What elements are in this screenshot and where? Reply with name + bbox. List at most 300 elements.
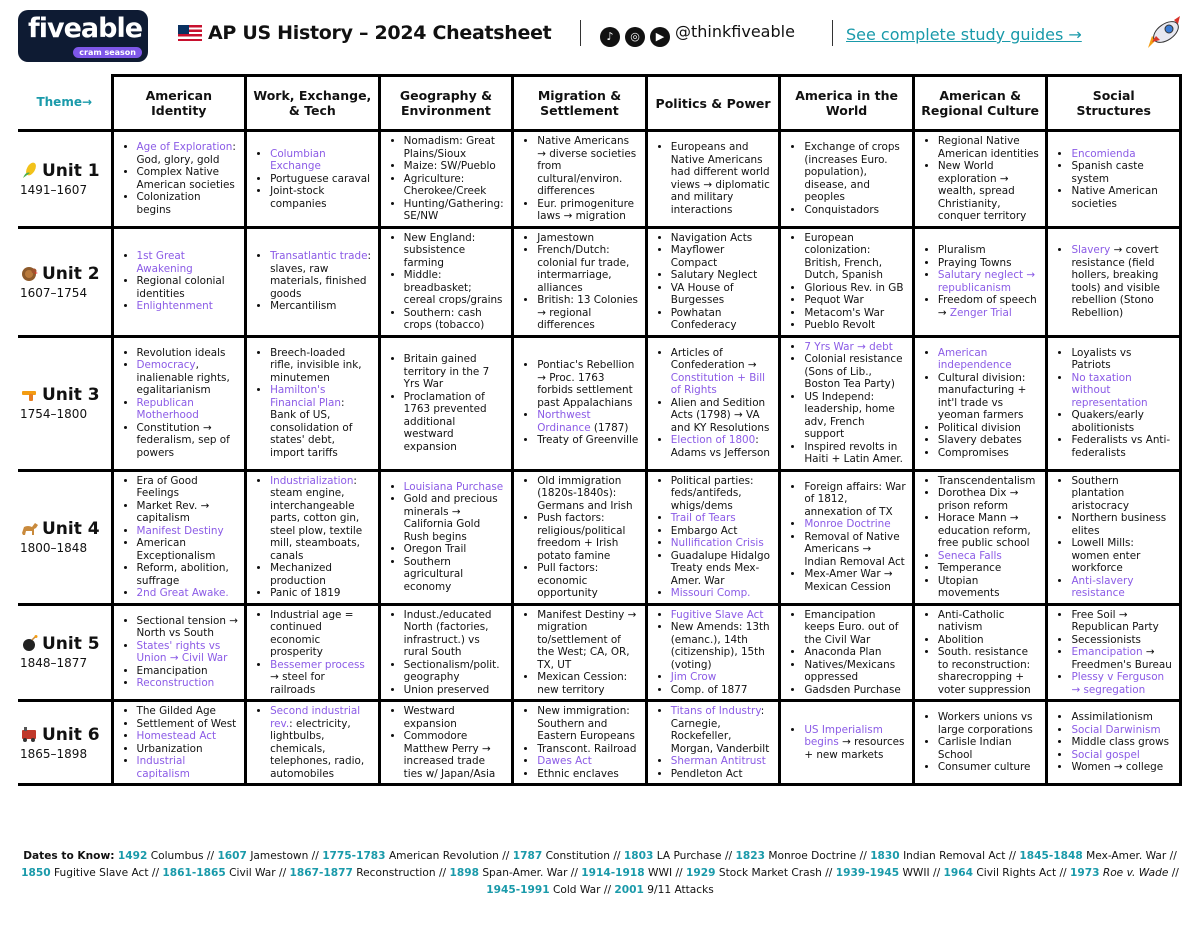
bullet-text: Compromises	[937, 446, 1009, 459]
key-term: Plessy v Ferguson → segregation	[1071, 671, 1165, 696]
unit-title: Unit 3	[42, 385, 100, 405]
bullet-item	[137, 640, 239, 665]
bullet-item	[404, 493, 506, 543]
bullet-text: European colonization: British, French, Dutch, Spanish	[804, 231, 883, 281]
key-term: Constitution + Bill of Rights	[670, 371, 765, 397]
bullet-list	[1054, 711, 1173, 774]
bullet-list	[787, 609, 906, 697]
bullet-item	[938, 269, 1040, 294]
bullet-item	[938, 634, 1040, 647]
bullet-item	[671, 512, 773, 525]
theme-cell	[246, 470, 380, 604]
theme-header: American & Regional Culture	[913, 76, 1047, 131]
bullet-text: Political parties: feds/antifeds, whigs/dems	[670, 474, 754, 512]
bullet-text: Regional colonial identities	[136, 275, 225, 300]
bullet-text: Women → college	[1071, 761, 1164, 774]
bullet-item	[537, 475, 639, 513]
key-term: American independence	[937, 346, 1012, 372]
bullet-item	[671, 282, 773, 307]
key-term: Industrialization	[270, 474, 354, 487]
bullet-text: Breech-loaded rifle, invisible ink, minutemen	[270, 346, 362, 384]
date-event: Civil Rights Act	[976, 867, 1057, 879]
bullet-text: Foreign affairs: War of 1812, annexation of TX	[804, 480, 906, 518]
bullet-list	[253, 250, 372, 313]
bullet-item	[137, 525, 239, 538]
title-text: AP US History – 2024 Cheatsheet	[208, 22, 552, 44]
unit-years: 1800–1848	[20, 541, 88, 555]
bullet-item	[671, 621, 773, 671]
theme-header: Migration & Settlement	[513, 76, 647, 131]
bullet-item	[137, 275, 239, 300]
bullet-item	[1071, 475, 1173, 513]
bullet-item	[404, 481, 506, 494]
logo-tag: cram season	[73, 47, 142, 58]
bullet-item	[671, 307, 773, 332]
bullet-item	[804, 141, 906, 204]
bullet-list	[387, 609, 506, 697]
date-event: Stock Market Crash	[718, 867, 822, 879]
bullet-item	[404, 269, 506, 307]
bullet-item	[1071, 409, 1173, 434]
bullet-item	[1071, 160, 1173, 185]
bullet-item	[137, 677, 239, 690]
theme-cell	[780, 227, 914, 336]
logo-word: fiveable	[28, 13, 143, 44]
theme-header: Work, Exchange, & Tech	[246, 76, 380, 131]
rocket-mascot-icon	[1140, 14, 1186, 54]
bullet-text: Consumer culture	[937, 761, 1031, 774]
unit-title: Unit 6	[42, 724, 100, 745]
bullet-list	[120, 705, 239, 780]
unit-row	[18, 701, 1181, 785]
bullet-list	[921, 711, 1040, 774]
social-links	[600, 22, 795, 47]
bullet-item	[804, 294, 906, 307]
bullet-text: Secessionists	[1071, 633, 1141, 646]
key-term: Monroe Doctrine	[804, 518, 891, 531]
bullet-item	[137, 705, 239, 718]
theme-cell	[379, 336, 513, 470]
bullet-item	[804, 568, 906, 593]
bullet-list	[1054, 609, 1173, 697]
bullet-item	[270, 148, 372, 173]
key-term: Age of Exploration	[136, 141, 233, 154]
key-term: Social Darwinism	[1071, 723, 1161, 736]
bullet-item	[671, 141, 773, 216]
bullet-item	[804, 659, 906, 684]
bullet-text: Portuguese caraval	[270, 172, 371, 185]
bullet-text: Mex-Amer War → Mexican Cession	[804, 568, 893, 593]
bullet-item	[537, 512, 639, 562]
bullet-item	[671, 525, 773, 538]
unit-years: 1848–1877	[20, 656, 88, 671]
bullet-text: Treaty of Greenville	[537, 434, 639, 447]
bullet-item	[137, 475, 239, 500]
bullet-text: Gadsden Purchase	[804, 683, 901, 696]
bullet-item	[404, 543, 506, 556]
theme-header: Geography & Environment	[379, 76, 513, 131]
theme-cell	[379, 131, 513, 228]
theme-cell	[513, 336, 647, 470]
bullet-item	[537, 755, 639, 768]
theme-cell	[646, 227, 780, 336]
bullet-text: Horace Mann → education reform, free public school	[937, 512, 1031, 549]
bullet-text: Natives/Mexicans oppressed	[804, 658, 896, 683]
bullet-text: Oregon Trail	[403, 543, 467, 556]
bullet-item	[1071, 671, 1173, 696]
bullet-item	[671, 705, 773, 755]
bullet-item	[938, 135, 1040, 160]
unit-name	[20, 725, 105, 745]
key-term: Social gospel	[1071, 748, 1140, 761]
bullet-text: Native Americans → diverse societies from cultural/environ. differences	[537, 135, 637, 197]
bullet-text: → steel for railroads	[270, 671, 325, 696]
bullet-list	[120, 141, 239, 216]
bullet-text: Powhatan Confederacy	[670, 306, 737, 331]
theme-header: Politics & Power	[646, 76, 780, 131]
bullet-item	[804, 518, 906, 531]
bullet-item	[137, 755, 239, 780]
bullet-text: Southern agricultural economy	[403, 555, 464, 593]
bullet-item	[137, 347, 239, 360]
date-year: 1787	[512, 850, 543, 862]
tiktok-icon[interactable]: ♪	[600, 27, 620, 47]
key-term: Transatlantic trade	[270, 250, 368, 263]
bullet-item	[404, 705, 506, 730]
bullet-item	[1071, 609, 1173, 634]
bullet-list	[921, 609, 1040, 697]
unit-title: Unit 4	[42, 519, 100, 539]
bullet-text: : Adams vs Jefferson	[670, 434, 770, 459]
bullet-item	[938, 475, 1040, 488]
bullet-text: Pluralism	[937, 244, 986, 256]
key-term: Zenger Trial	[949, 306, 1012, 319]
instagram-icon[interactable]: ◎	[625, 27, 645, 47]
bullet-list	[120, 347, 239, 460]
bullet-item	[671, 550, 773, 588]
theme-cell	[646, 336, 780, 470]
bullet-item	[137, 300, 239, 313]
cheatsheet-table	[18, 74, 1182, 786]
theme-cell	[646, 131, 780, 228]
bullet-item	[404, 198, 506, 223]
bullet-item	[404, 173, 506, 198]
bullet-item	[404, 730, 506, 780]
bullet-text: Southern plantation aristocracy	[1071, 474, 1130, 512]
bullet-text: Free Soil → Republican Party	[1071, 608, 1159, 633]
key-term: Seneca Falls	[937, 549, 1002, 562]
bullet-text: Era of Good Feelings	[136, 474, 198, 499]
bullet-text: : slaves, raw materials, finished goods	[270, 250, 371, 300]
key-term: Dawes Act	[537, 755, 592, 767]
bullet-text: Dorothea Dix → prison reform	[937, 487, 1019, 512]
bullet-item	[404, 609, 506, 659]
bullet-item	[270, 475, 372, 563]
bullet-list	[921, 135, 1040, 223]
unit-row	[18, 604, 1181, 701]
bullet-text: Loyalists vs Patriots	[1071, 346, 1132, 372]
bullet-item	[1071, 575, 1173, 600]
bullet-text: Manifest Destiny → migration to/settlement of the West; CA, OR, TX, UT	[537, 608, 637, 671]
bullet-text: Middle class grows	[1071, 736, 1170, 749]
bullet-list	[253, 609, 372, 697]
bullet-list	[253, 475, 372, 600]
bullet-text: Comp. of 1877	[670, 683, 748, 696]
bullet-text: → resources + new markets	[804, 736, 905, 761]
key-term: Salutary neglect → republicanism	[937, 269, 1036, 294]
key-term: Democracy	[136, 359, 196, 372]
key-term: 2nd Great Awake.	[136, 587, 229, 599]
bullet-item	[938, 512, 1040, 550]
bullet-list	[120, 250, 239, 313]
theme-cell	[1047, 604, 1181, 701]
theme-cell	[513, 604, 647, 701]
bullet-list	[654, 705, 773, 780]
bullet-list	[520, 475, 639, 600]
study-guides-link[interactable]: See complete study guides →	[846, 25, 1082, 44]
bullet-text: (1787)	[590, 421, 629, 434]
youtube-icon[interactable]: ▶	[650, 27, 670, 47]
bullet-text: Colonial resistance (Sons of Lib., Boston Tea Party)	[804, 353, 903, 390]
bullet-text: Inspired revolts in Haiti + Latin Amer.	[804, 440, 903, 465]
bullet-item	[1071, 537, 1173, 575]
bullet-item	[671, 609, 773, 622]
bullet-item	[671, 671, 773, 684]
bullet-text: Gold and precious minerals → California Gold Rush begins	[403, 493, 498, 543]
bullet-item	[1071, 434, 1173, 459]
theme-cell	[1047, 336, 1181, 470]
bullet-item	[270, 347, 372, 385]
bullet-text: Union preserved	[403, 683, 490, 696]
bullet-item	[671, 397, 773, 435]
unit-row	[18, 227, 1181, 336]
header	[0, 0, 1200, 70]
bullet-item	[537, 768, 639, 781]
key-term: Hamilton's Financial Plan	[270, 384, 341, 409]
unit-label-cell	[18, 470, 112, 604]
bullet-item	[804, 307, 906, 320]
bullet-text: Market Rev. → capitalism	[136, 499, 210, 524]
bullet-text: The Gilded Age	[136, 705, 216, 717]
theme-cell	[780, 604, 914, 701]
bullet-list	[120, 475, 239, 600]
bullet-text: Abolition	[937, 633, 984, 646]
theme-cell	[112, 701, 246, 785]
theme-header-row	[18, 76, 1181, 131]
bullet-text: New immigration: Southern and Eastern Europeans	[537, 705, 635, 742]
bullet-item	[404, 659, 506, 684]
fiveable-logo[interactable]	[18, 10, 148, 62]
bullet-text: Pendleton Act	[670, 767, 743, 780]
bullet-text: American Exceptionalism	[136, 537, 216, 562]
date-event: Mex-Amer. War	[1086, 850, 1167, 862]
unit-label-cell	[18, 227, 112, 336]
bullet-list	[520, 359, 639, 447]
bullet-item	[671, 434, 773, 459]
date-year: 1945-1991	[486, 884, 550, 896]
theme-cell	[913, 604, 1047, 701]
bullet-item	[137, 141, 239, 166]
bullet-item	[537, 294, 639, 332]
theme-cell	[379, 604, 513, 701]
bullet-text: Urbanization	[136, 742, 203, 755]
bullet-item	[938, 447, 1040, 460]
bullet-list	[787, 141, 906, 216]
bullet-item	[938, 257, 1040, 270]
date-event: Civil War	[229, 867, 276, 879]
bullet-text: Conquistadors	[804, 203, 880, 216]
bullet-text: Regional Native American identities	[937, 135, 1039, 160]
bullet-text: Glorious Rev. in GB	[804, 281, 904, 294]
bullet-text: Commodore Matthew Perry → increased trade ties w/ Japan/Asia	[403, 730, 496, 780]
bullet-text: Southern: cash crops (tobacco)	[403, 306, 485, 331]
theme-cell	[1047, 227, 1181, 336]
bullet-item	[270, 562, 372, 587]
bullet-list	[654, 141, 773, 216]
unit-years: 1865–1898	[20, 746, 88, 761]
bullet-item	[137, 562, 239, 587]
date-year: 1775-1783	[322, 850, 386, 862]
key-term: Trail of Tears	[670, 512, 736, 524]
date-event: Columbus	[150, 850, 204, 862]
bullet-item	[1071, 736, 1173, 749]
bullet-text: Settlement of West	[136, 717, 237, 730]
bullet-item	[671, 232, 773, 245]
bullet-item	[671, 684, 773, 697]
date-event: Roe v. Wade	[1102, 867, 1169, 879]
bullet-item	[137, 665, 239, 678]
bullet-text: British: 13 Colonies → regional differences	[537, 294, 638, 331]
key-term: Fugitive Slave Act	[670, 608, 764, 621]
social-handle[interactable]: @thinkfiveable	[675, 22, 795, 41]
theme-cell	[913, 701, 1047, 785]
bullet-item	[270, 587, 372, 600]
bullet-text: Emancipation	[136, 664, 208, 677]
bullet-item	[404, 160, 506, 173]
bullet-text: Anti-Catholic nativism	[937, 608, 1005, 633]
divider	[832, 20, 833, 46]
bullet-list	[387, 705, 506, 780]
bullet-text: New Amends: 13th (emanc.), 14th (citizenship), 15th (voting)	[670, 621, 770, 671]
bullet-item	[404, 391, 506, 454]
bullet-list	[787, 232, 906, 332]
date-event: Cold War	[552, 884, 601, 896]
bullet-item	[537, 705, 639, 743]
bullet-item	[938, 711, 1040, 736]
date-year: 1845-1848	[1019, 850, 1083, 862]
theme-cell	[513, 701, 647, 785]
theme-label: Theme→	[18, 76, 112, 131]
date-event: LA Purchase	[656, 850, 722, 862]
bullet-text: Mayflower Compact	[670, 244, 725, 269]
date-event: Constitution	[545, 850, 610, 862]
bullet-item	[804, 232, 906, 282]
bullet-text: French/Dutch: colonial fur trade, intermarriage, alliances	[537, 244, 630, 294]
bullet-item	[404, 684, 506, 697]
theme-cell	[379, 470, 513, 604]
bullet-item	[1071, 347, 1173, 372]
bullet-item	[270, 659, 372, 697]
bullet-list	[654, 475, 773, 600]
bullet-text: Sectional tension → North vs South	[136, 614, 238, 640]
bullet-item	[404, 307, 506, 332]
bullet-item	[804, 609, 906, 647]
theme-cell	[780, 701, 914, 785]
bullet-list	[520, 232, 639, 332]
bullet-list	[120, 615, 239, 690]
bullet-text: Maize: SW/Pueblo	[403, 160, 496, 172]
bullet-item	[938, 550, 1040, 563]
bullet-item	[537, 244, 639, 294]
bullet-item	[537, 562, 639, 600]
bullet-list	[787, 481, 906, 594]
bullet-text: Mechanized production	[270, 562, 333, 587]
bullet-text: Pull factors: economic opportunity	[537, 562, 599, 599]
bullet-item	[938, 575, 1040, 600]
date-year: 1803	[623, 850, 654, 862]
unit-name	[20, 161, 105, 181]
theme-cell	[913, 470, 1047, 604]
bullet-item	[804, 481, 906, 519]
theme-cell	[1047, 701, 1181, 785]
bullet-list	[520, 705, 639, 780]
bullet-item	[671, 347, 773, 397]
bullet-item	[804, 531, 906, 569]
bullet-list	[787, 724, 906, 762]
bullet-text: Northern business elites	[1071, 512, 1167, 537]
key-term: Bessemer process	[270, 658, 365, 671]
key-term: Homestead Act	[136, 730, 217, 742]
bullet-item	[1071, 372, 1173, 410]
bullet-item	[137, 191, 239, 216]
bullet-list	[520, 135, 639, 223]
theme-cell	[913, 227, 1047, 336]
bullet-item	[938, 422, 1040, 435]
theme-cell	[1047, 131, 1181, 228]
bullet-text: → Freedmen's Bureau	[1071, 646, 1172, 671]
bullet-item	[1071, 148, 1173, 161]
unit-row	[18, 470, 1181, 604]
bullet-list	[253, 705, 372, 780]
bullet-item	[671, 537, 773, 550]
theme-cell	[513, 227, 647, 336]
bullet-list	[387, 353, 506, 453]
bullet-item	[671, 475, 773, 513]
bullet-text: Hunting/Gathering: SE/NW	[403, 197, 504, 222]
bullet-item	[270, 300, 372, 313]
theme-cell	[112, 470, 246, 604]
bullet-item	[938, 562, 1040, 575]
bullet-text: Assimilationism	[1071, 711, 1153, 724]
horse-icon	[20, 519, 40, 537]
bullet-item	[938, 160, 1040, 223]
date-year: 1861-1865	[162, 867, 226, 879]
theme-cell	[246, 604, 380, 701]
bullet-item	[137, 718, 239, 731]
unit-label-cell	[18, 701, 112, 785]
date-year: 1607	[217, 850, 247, 862]
date-year: 1939-1945	[835, 867, 900, 879]
bullet-item	[938, 294, 1040, 319]
bullet-text: Pueblo Revolt	[804, 319, 876, 331]
bullet-item	[938, 372, 1040, 422]
bullet-item	[1071, 244, 1173, 319]
key-term: 1st Great Awakening	[136, 250, 193, 275]
bullet-list	[654, 347, 773, 460]
bullet-item	[671, 244, 773, 269]
bullet-item	[137, 397, 239, 422]
bullet-item	[270, 250, 372, 300]
